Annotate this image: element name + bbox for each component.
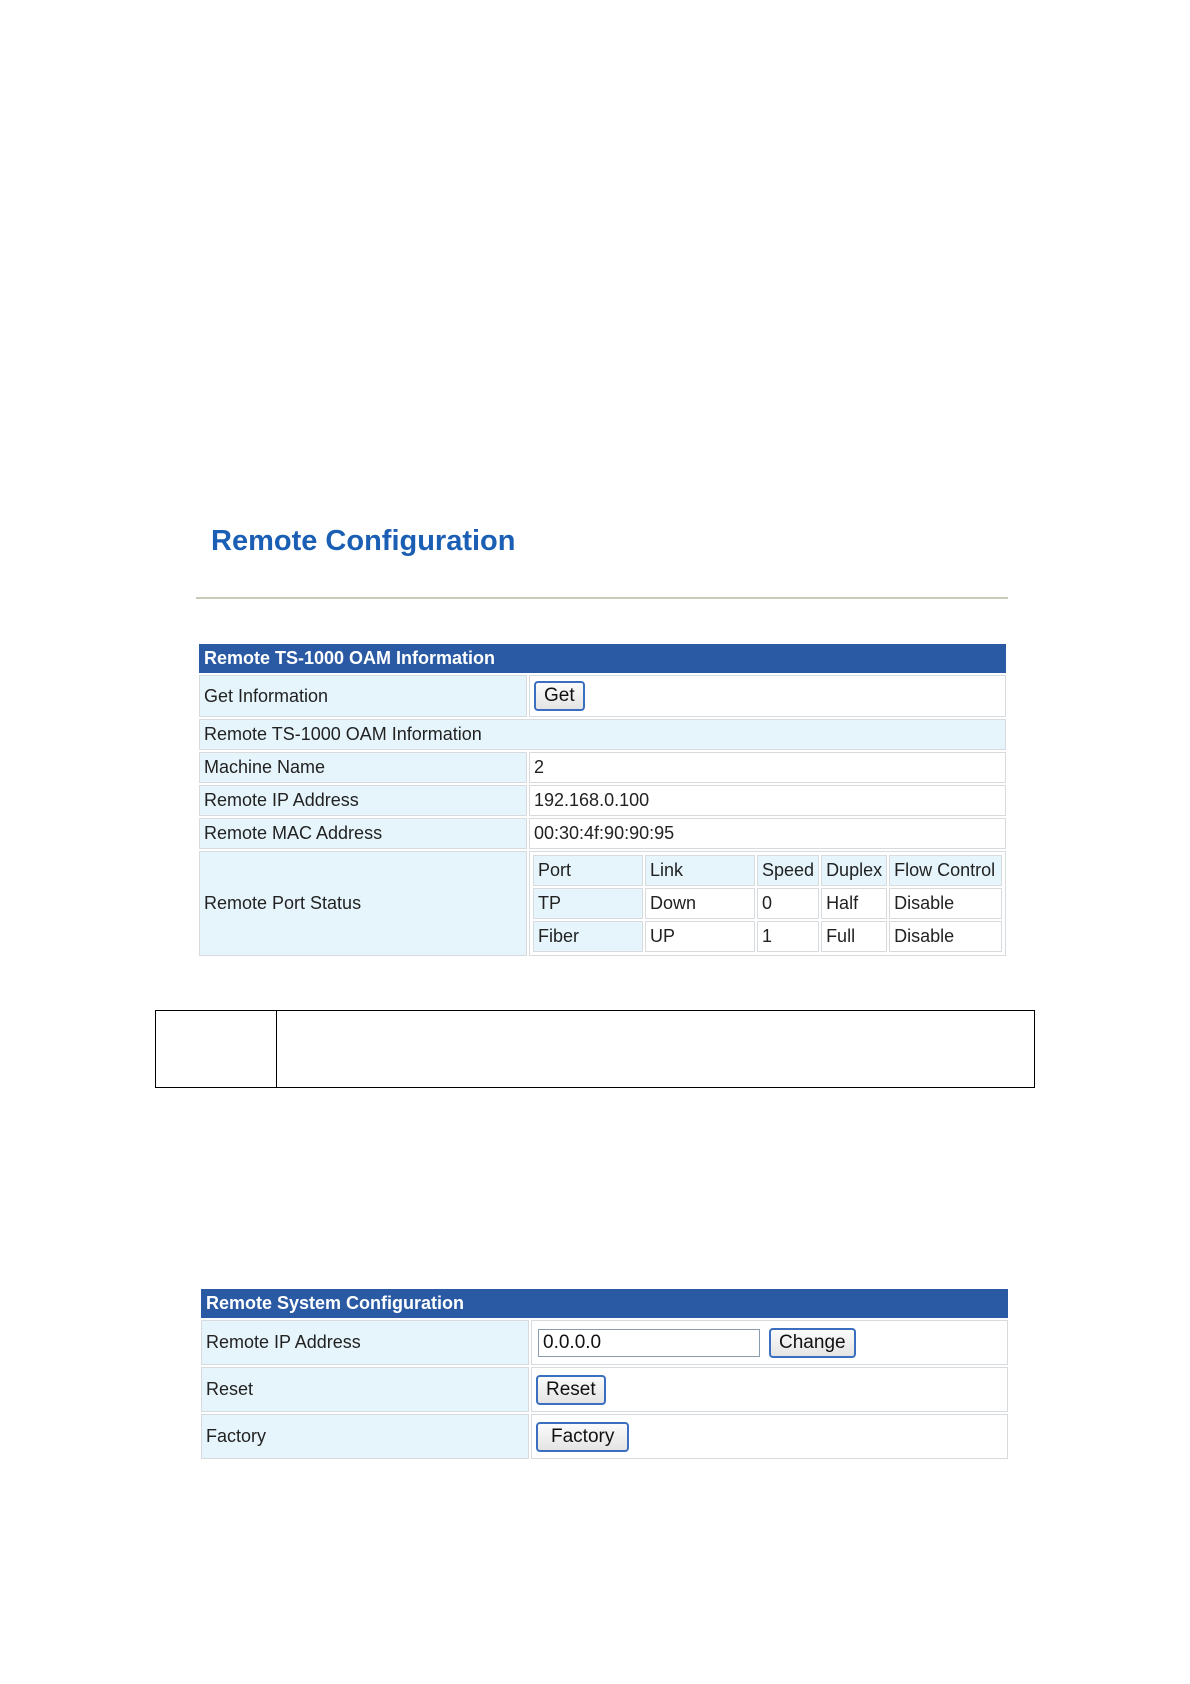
port-row-tp-port: TP [533,888,643,919]
factory-button[interactable]: Factory [536,1422,629,1452]
system-table-header: Remote System Configuration [201,1289,1008,1318]
port-row-tp-speed: 0 [757,888,819,919]
remote-port-status-label: Remote Port Status [199,851,527,956]
reset-button[interactable]: Reset [536,1375,606,1405]
get-button[interactable]: Get [534,681,585,711]
system-config-table [199,1287,1010,1461]
get-information-cell [529,675,1006,717]
factory-label: Factory [201,1414,529,1459]
oam-info-table [197,642,1008,958]
system-ip-cell [531,1320,1008,1365]
title-divider [196,597,1008,599]
port-row-tp-flow: Disable [889,888,1002,919]
port-header-port: Port [533,855,643,886]
reset-cell [531,1367,1008,1412]
remote-ip-value: 192.168.0.100 [529,785,1006,816]
port-row-tp-duplex: Half [821,888,887,919]
remote-mac-value: 00:30:4f:90:90:95 [529,818,1006,849]
machine-name-value: 2 [529,752,1006,783]
get-information-label: Get Information [199,675,527,717]
note-box-divider [276,1011,277,1087]
port-row-fiber-duplex: Full [821,921,887,952]
port-row-fiber-link: UP [645,921,755,952]
note-box [155,1010,1035,1088]
change-button[interactable]: Change [769,1328,856,1358]
remote-mac-label: Remote MAC Address [199,818,527,849]
port-row-tp-link: Down [645,888,755,919]
port-row-fiber-port: Fiber [533,921,643,952]
port-row-fiber-speed: 1 [757,921,819,952]
port-row-fiber-flow: Disable [889,921,1002,952]
port-header-speed: Speed [757,855,819,886]
oam-table-header: Remote TS-1000 OAM Information [199,644,1006,673]
port-status-table [531,853,1004,954]
port-header-link: Link [645,855,755,886]
page-title: Remote Configuration [211,525,516,557]
reset-label: Reset [201,1367,529,1412]
remote-ip-input[interactable] [538,1329,760,1357]
oam-section-label: Remote TS-1000 OAM Information [199,719,1006,750]
port-header-flow-control: Flow Control [889,855,1002,886]
machine-name-label: Machine Name [199,752,527,783]
port-header-duplex: Duplex [821,855,887,886]
remote-port-status-cell [529,851,1006,956]
remote-ip-label: Remote IP Address [199,785,527,816]
factory-cell [531,1414,1008,1459]
system-ip-label: Remote IP Address [201,1320,529,1365]
